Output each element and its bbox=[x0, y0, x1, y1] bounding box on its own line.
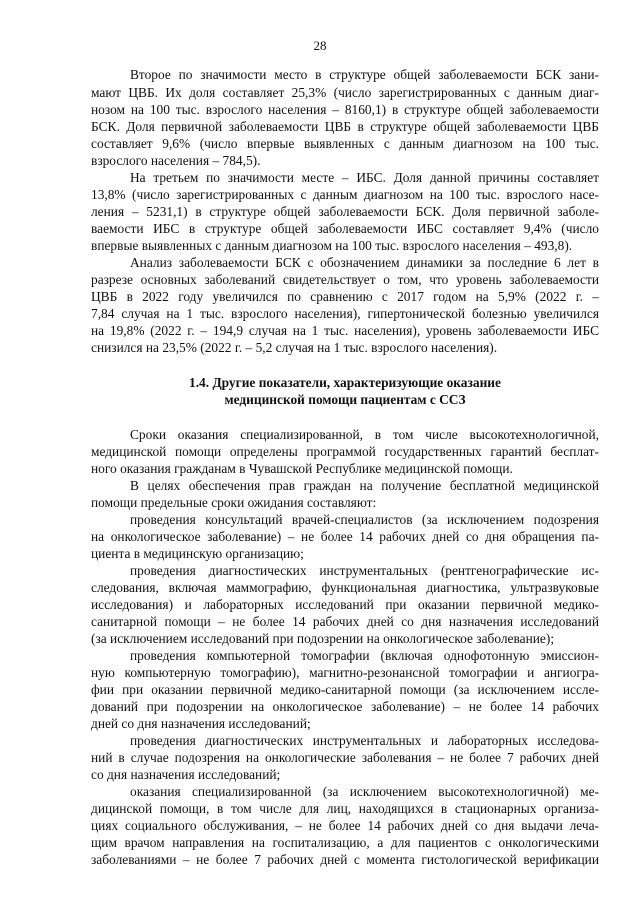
section-heading: медицинской помощи пациентам с ССЗ bbox=[224, 392, 466, 407]
text-line: ную компьютерную томографию), магнитно-резонансной томографии и ангиогра- bbox=[91, 665, 599, 680]
text-line: проведения диагностических инструментальных (рентгенографические ис- bbox=[130, 563, 599, 578]
text-line: составляет 9,6% (число впервые выявленных с данным диагнозом на 100 тыс. bbox=[91, 136, 599, 151]
text-line: Анализ заболеваемости БСК с обозначением динамики за последние 6 лет в bbox=[130, 255, 599, 270]
text-line: (за исключением исследований при подозрении на онкологическое заболевание); bbox=[91, 631, 555, 646]
text-line: Второе по значимости место в структуре общей заболеваемости БСК зани- bbox=[130, 67, 599, 82]
text-line: ного оказания гражданам в Чувашской Республике медицинской помощи. bbox=[91, 461, 513, 476]
page-number: 28 bbox=[313, 38, 327, 53]
text-line: проведения консультаций врачей-специалистов (за исключением подозрения bbox=[130, 512, 599, 527]
section-heading: 1.4. Другие показатели, характеризующие оказание bbox=[189, 375, 501, 390]
text-line: ваемости ИБС в структуре общей заболеваемости ИБС составляет 9,4% (число bbox=[91, 221, 599, 236]
text-line: ления – 5231,1) в структуре общей заболеваемости БСК. Доля первичной заболе- bbox=[91, 204, 599, 219]
text-line: дований при подозрении на онкологическое заболевание) – не более 14 рабочих bbox=[91, 699, 599, 714]
text-line: На третьем по значимости месте – ИБС. Доля данной причины составляет bbox=[130, 170, 599, 185]
text-line: медицинской помощи определены программой государственных гарантий бесплат- bbox=[91, 444, 599, 459]
text-line: нозом на 100 тыс. взрослого населения – 8160,1) в структуре общей заболеваемости bbox=[91, 102, 599, 117]
text-line: на 19,8% (2022 г. – 194,9 случая на 1 тыс. населения), уровень заболеваемости ИБС bbox=[91, 323, 599, 338]
text-line: заболеваниями – не более 7 рабочих дней с момента гистологической верификации bbox=[91, 852, 599, 867]
text-line: циента в медицинскую организацию; bbox=[91, 546, 304, 561]
text-line: дней со дня назначения исследований; bbox=[91, 716, 311, 731]
text-line: циях социального обслуживания, – не более 14 рабочих дней со дня выдачи леча- bbox=[91, 818, 599, 833]
text-line: 13,8% (число зарегистрированных с данным диагнозом на 100 тыс. взрослого насе- bbox=[91, 187, 599, 202]
text-line: Сроки оказания специализированной, в том числе высокотехнологичной, bbox=[130, 427, 599, 442]
text-line: на онкологическое заболевание) – не более 14 рабочих дней со дня обращения па- bbox=[91, 529, 599, 544]
text-line: разрезе основных заболеваний свидетельствует о том, что уровень заболеваемости bbox=[91, 272, 599, 287]
text-line: 7,84 случая на 1 тыс. взрослого населения), гипертонической болезнью увеличился bbox=[91, 306, 599, 321]
text-line: оказания специализированной (за исключением высокотехнологичной) ме- bbox=[130, 784, 599, 799]
text-line: санитарной помощи – не более 14 рабочих дней со дня назначения исследований bbox=[91, 614, 599, 629]
text-line: дицинской помощи, в том числе для лиц, находящихся в стационарных организа- bbox=[91, 801, 599, 816]
text-line: со дня назначения исследований; bbox=[91, 767, 281, 782]
text-line: БСК. Доля первичной заболеваемости ЦВБ в структуре общей заболеваемости ЦВБ bbox=[91, 119, 599, 134]
text-line: снизился на 23,5% (2022 г. – 5,2 случая на 1 тыс. взрослого населения). bbox=[91, 340, 498, 355]
text-line: ний в случае подозрения на онкологические заболевания – не более 7 рабочих дней bbox=[91, 750, 599, 765]
text-line: мают ЦВБ. Их доля составляет 25,3% (число зарегистрированных с данным диаг- bbox=[91, 85, 599, 100]
text-line: проведения диагностических инструментальных и лабораторных исследова- bbox=[130, 733, 599, 748]
text-line: следования, включая маммографию, функциональная диагностика, ультразвуковые bbox=[91, 580, 599, 595]
text-line: проведения компьютерной томографии (включая однофотонную эмиссион- bbox=[130, 648, 599, 663]
text-line: помощи предельные сроки ожидания составляют: bbox=[91, 495, 377, 510]
text-line: исследования) и лабораторных исследований при оказании первичной медико- bbox=[91, 597, 599, 612]
text-line: взрослого населения – 784,5). bbox=[91, 153, 261, 168]
text-line: ЦВБ в 2022 году увеличился по сравнению с 2017 годом на 5,9% (2022 г. – bbox=[91, 289, 599, 304]
text-line: впервые выявленных с данным диагнозом на 100 тыс. взрослого населения – 493,8). bbox=[91, 238, 573, 253]
text-line: фии при оказании первичной медико-санитарной помощи (за исключением иссле- bbox=[91, 682, 599, 697]
text-line: В целях обеспечения прав граждан на получение бесплатной медицинской bbox=[130, 478, 599, 493]
text-line: щим врачом направления на госпитализацию, а для пациентов с онкологическими bbox=[91, 835, 599, 850]
